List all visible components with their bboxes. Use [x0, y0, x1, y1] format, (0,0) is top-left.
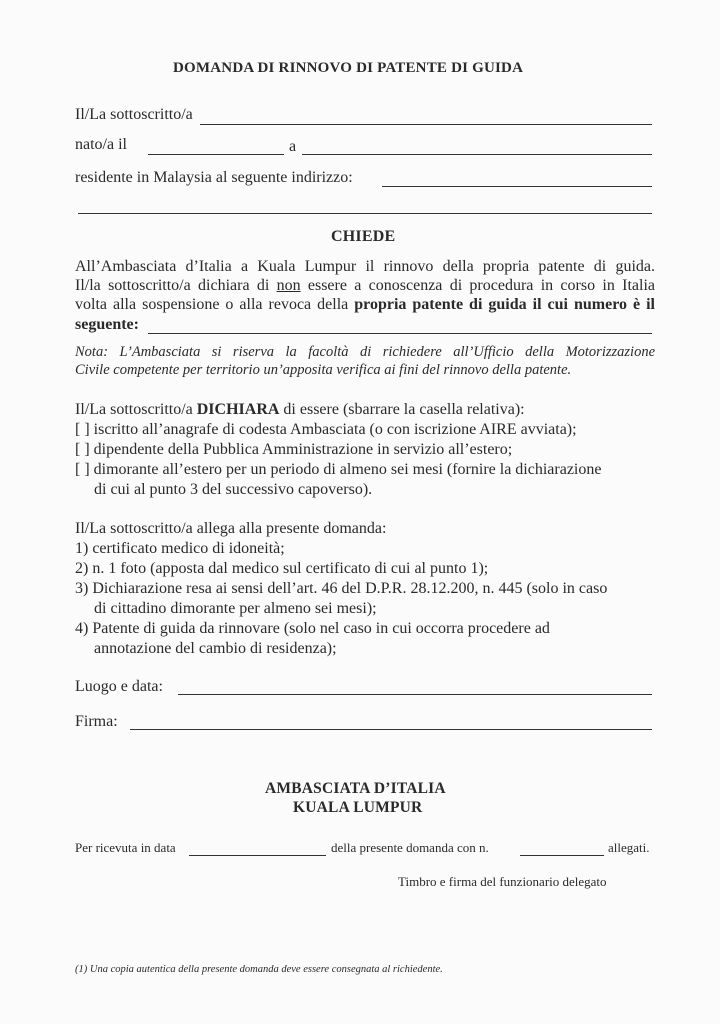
license-number-field[interactable]: [148, 333, 652, 334]
chiede-line2-a: Il/la sottoscritto/a dichiara di: [75, 277, 270, 294]
allegato-1: 1) certificato medico di idoneità;: [75, 540, 285, 557]
dichiara-intro-c: di essere (sbarrare la casella relativa):: [283, 401, 525, 418]
chiede-line3: [75, 296, 655, 314]
nota-line2: Civile competente per territorio un’apposita verifica ai fini del rinnovo della patente.: [75, 362, 572, 378]
nota-line1: Nota: L’Ambasciata si riserva la facoltà di richiedere all’Ufficio della Motorizzazione: [75, 344, 655, 360]
birth-place-label: a: [289, 138, 297, 155]
ricevuta-middle: della presente domanda con n.: [331, 840, 489, 855]
firma-field[interactable]: [130, 729, 652, 730]
seguente-label: seguente:: [75, 316, 139, 333]
sottoscritto-field[interactable]: [200, 124, 652, 125]
allegati-label: allegati.: [608, 840, 650, 855]
chiede-line3-b: propria patente di guida il cui numero è il: [354, 296, 655, 313]
footnote: (1) Una copia autentica della presente domanda deve essere consegnata al richiedente.: [75, 964, 443, 975]
allega-intro: Il/La sottoscritto/a allega alla presente domanda:: [75, 520, 387, 537]
embassy-city: KUALA LUMPUR: [293, 799, 423, 816]
address-field[interactable]: [382, 186, 652, 187]
allegato-3-cont: di cittadino dimorante per almeno sei mesi);: [94, 600, 377, 617]
option-dimorante[interactable]: [ ] dimorante all’estero per un periodo di almeno sei mesi (fornire la dichiarazione: [75, 461, 602, 478]
sottoscritto-label: Il/La sottoscritto/a: [75, 106, 193, 123]
page-title: DOMANDA DI RINNOVO DI PATENTE DI GUIDA: [173, 60, 524, 76]
allegati-count-field[interactable]: [520, 855, 604, 856]
nato-label: nato/a il: [75, 136, 127, 153]
firma-label: Firma:: [75, 713, 118, 730]
option-aire[interactable]: [ ] iscritto all’anagrafe di codesta Ambasciata (o con iscrizione AIRE avviata);: [75, 421, 577, 438]
chiede-line2: [75, 277, 655, 295]
option-dipendente[interactable]: [ ] dipendente della Pubblica Amministrazione in servizio all’estero;: [75, 441, 513, 458]
dichiara-keyword: DICHIARA: [196, 401, 280, 418]
address-field-line2[interactable]: [78, 213, 652, 214]
chiede-line2-b: essere a conoscenza di procedura in corso in Italia: [307, 277, 655, 294]
timbro-label: Timbro e firma del funzionario delegato: [398, 874, 607, 889]
chiede-line3-a: volta alla sospensione o alla revoca della: [75, 296, 349, 313]
dichiara-intro-a: Il/La sottoscritto/a: [75, 401, 193, 418]
chiede-line1: All’Ambasciata d’Italia a Kuala Lumpur il rinnovo della propria patente di guida.: [75, 258, 655, 275]
ricevuta-date-field[interactable]: [189, 855, 326, 856]
birth-place-field[interactable]: [302, 154, 652, 155]
non-underlined: non: [276, 277, 301, 294]
birth-date-field[interactable]: [148, 154, 284, 155]
allegato-2: 2) n. 1 foto (apposta dal medico sul certificato di cui al punto 1);: [75, 560, 489, 577]
residente-label: residente in Malaysia al seguente indirizzo:: [75, 169, 353, 186]
dichiara-intro: [75, 401, 525, 419]
luogo-label: Luogo e data:: [75, 678, 163, 695]
allegato-3: 3) Dichiarazione resa ai sensi dell’art. 46 del D.P.R. 28.12.200, n. 445 (solo in caso: [75, 580, 608, 597]
allegato-4: 4) Patente di guida da rinnovare (solo nel caso in cui occorra procedere ad: [75, 620, 550, 637]
embassy-name: AMBASCIATA D’ITALIA: [265, 780, 446, 797]
ricevuta-label: Per ricevuta in data: [75, 840, 176, 855]
option-dimorante-cont: di cui al punto 3 del successivo capoverso).: [94, 481, 373, 498]
allegato-4-cont: annotazione del cambio di residenza);: [94, 640, 337, 657]
chiede-heading: CHIEDE: [331, 228, 396, 245]
luogo-data-field[interactable]: [178, 694, 652, 695]
